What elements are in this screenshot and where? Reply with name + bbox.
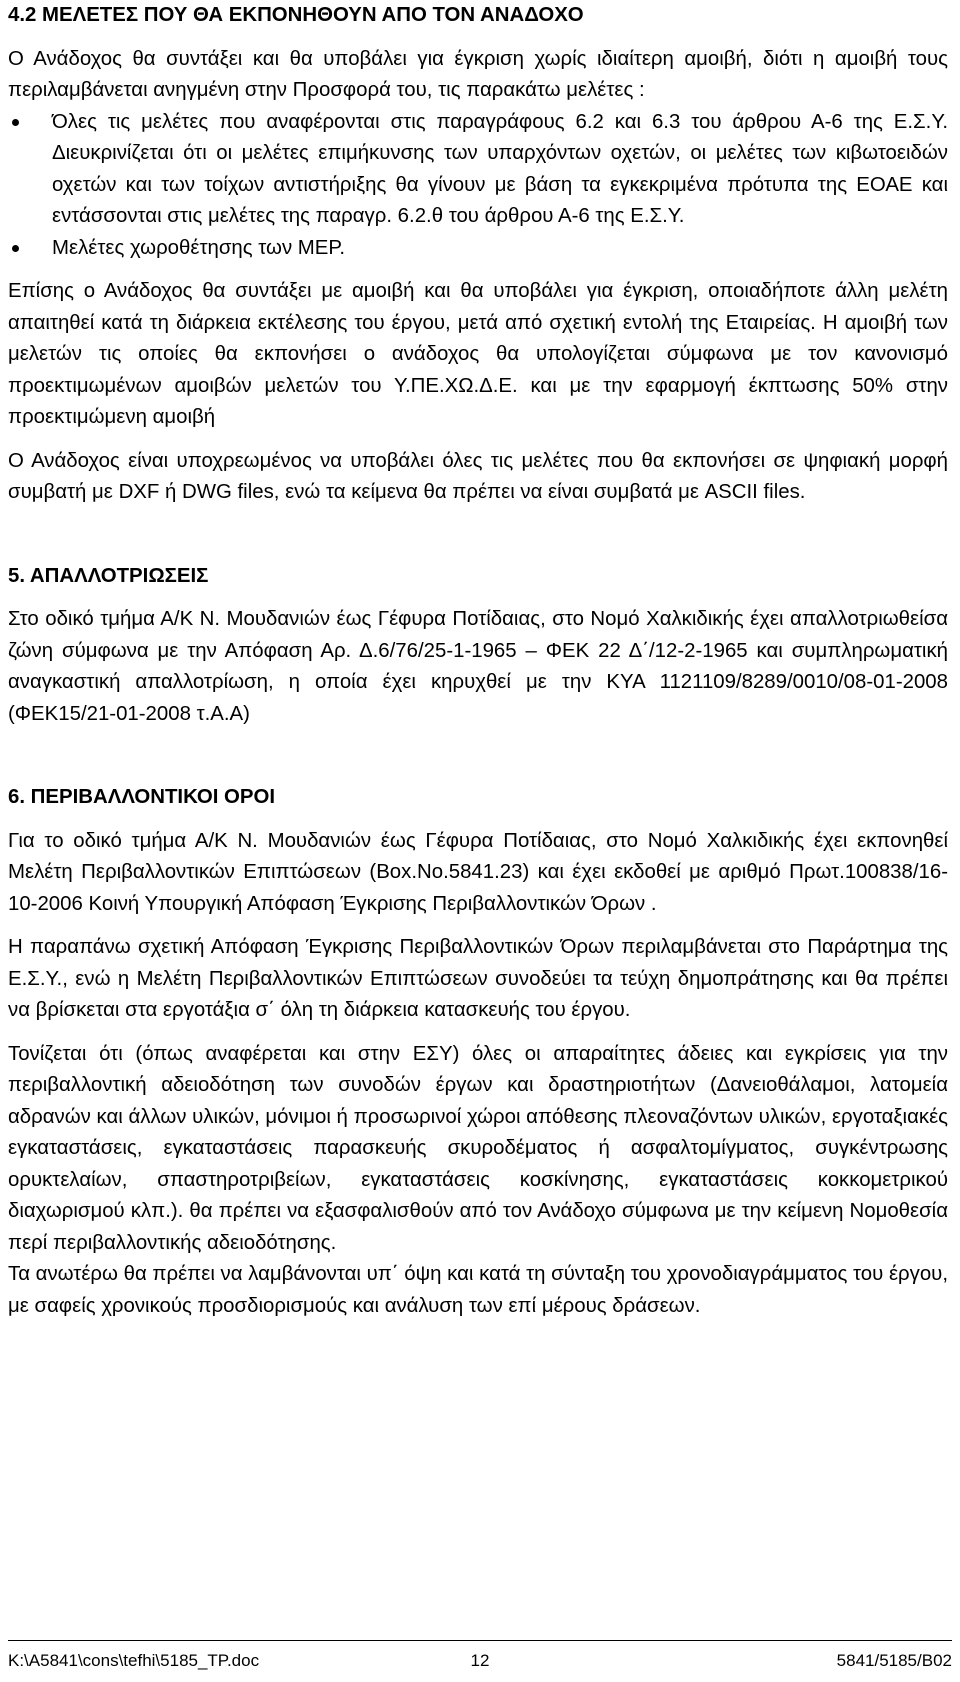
list-item [8, 107, 948, 233]
bullet-icon [10, 233, 20, 265]
section-heading-expropriations: 5. ΑΠΑΛΛΟΤΡΙΩΣΕΙΣ [8, 564, 209, 587]
section-heading-environmental: 6. ΠΕΡΙΒΑΛΛΟΝΤΙΚΟΙ ΟΡΟΙ [8, 786, 276, 808]
footer-page-number: 12 [470, 1651, 490, 1670]
expropriations-paragraph: Στο οδικό τμήμα Α/Κ Ν. Μουδανιών έως Γέφυρα Ποτίδαιας, στο Νομό Χαλκιδικής έχει απαλλοτριωθείσα ζώνη σύμφωνα με την Απόφαση Αρ. Δ.6/76/25-1-1965 – ΦΕΚ 22 Δ΄/12-2-1965 και συμπληρωματική αναγκαστική απαλλοτρίωση, η οποία έχει κηρυχθεί με την ΚΥΑ 1121109/8289/0010/08-01-2008 (ΦΕΚ15/21-01-2008 τ.Α.Α) [8, 608, 948, 725]
list-item-text: Μελέτες χωροθέτησης των ΜΕΡ. [52, 236, 346, 259]
environmental-paragraph-3: Τονίζεται ότι (όπως αναφέρεται και στην ΕΣΥ) όλες οι απαραίτητες άδειες και εγκρίσεις για την περιβαλλοντική αδειοδότηση των συνοδών έργων και δραστηριοτήτων (Δανειοθάλαμοι, λατομεία αδρανών και άλλων υλικών, μόνιμοι ή προσωρινοί χώροι απόθεσης πλεοναζόντων υλικών, εργοταξιακές εγκαταστάσεις, εγκαταστάσεις παρασκευής σκυροδέματος ή ασφαλτομίγματος, συγκέντρωσης ορυκτελαίων, σπαστηροτριβείων, εγκαταστάσεις κοσκίνησης, εγκαταστάσεις κοκκομετρικού διαχωρισμού κλπ.). θα πρέπει να εξασφαλισθούν από τον Ανάδοχο σύμφωνα με την κείμενη Νομοθεσία περί περιβαλλοντικής αδειοδότησης. [8, 1042, 948, 1254]
list-item-text: Όλες τις μελέτες που αναφέρονται στις παραγράφους 6.2 και 6.3 του άρθρου Α-6 της Ε.Σ.Υ. Διευκρινίζεται ότι οι μελέτες επιμήκυνσης των υπαρχόντων οχετών, οι μελέτες των κιβωτοειδών οχετών και των τοίχων αντιστήριξης θα γίνουν με βάση τα εγκεκριμένα πρότυπα της ΕΟΑΕ και εντάσσονται στις μελέτες της παραγρ. 6.2.θ του άρθρου Α-6 της Ε.Σ.Υ. [52, 110, 948, 227]
environmental-paragraph-2: Η παραπάνω σχετική Απόφαση Έγκρισης Περιβαλλοντικών Όρων περιλαμβάνεται στο Παράρτημα της Ε.Σ.Υ., ενώ η Μελέτη Περιβαλλοντικών Επιπτώσεων συνοδεύει τα τεύχη δημοπράτησης και θα πρέπει να βρίσκεται στα εργοτάξια σ΄ όλη τη διάρκεια κατασκευής του έργου. [8, 936, 948, 1021]
list-item [8, 233, 948, 265]
bullet-icon [10, 107, 20, 139]
environmental-paragraph-4: Τα ανωτέρω θα πρέπει να λαμβάνονται υπ΄ όψη και κατά τη σύνταξη του χρονοδιαγράμματος του έργου, με σαφείς χρονικούς προσδιορισμούς και ανάλυση των επί μέρους δράσεων. [8, 1263, 948, 1317]
studies-paragraph-3: Ο Ανάδοχος είναι υποχρεωμένος να υποβάλει όλες τις μελέτες που θα εκπονήσει σε ψηφιακή μορφή συμβατή με DXF ή DWG files, ενώ τα κείμενα θα πρέπει να είναι συμβατά με ASCII files. [8, 449, 948, 503]
studies-intro-paragraph: Ο Ανάδοχος θα συντάξει και θα υποβάλει για έγκριση χωρίς ιδιαίτερη αμοιβή, διότι η αμοιβή τους περιλαμβάνεται ανηγμένη στην Προσφορά του, τις παρακάτω μελέτες : [8, 47, 948, 101]
footer-file-path: K:\A5841\cons\tefhi\5185_TP.doc [8, 1651, 260, 1670]
section-heading-studies: 4.2 ΜΕΛΕΤΕΣ ΠΟΥ ΘΑ ΕΚΠΟΝΗΘΟΥΝ ΑΠΟ ΤΟΝ ΑΝΑΔΟΧΟ [8, 4, 584, 26]
environmental-paragraph-1: Για το οδικό τμήμα Α/Κ Ν. Μουδανιών έως Γέφυρα Ποτίδαιας, στο Νομό Χαλκιδικής έχει εκπονηθεί Μελέτη Περιβαλλοντικών Επιπτώσεων (Box.No.5841.23) και έχει εκδοθεί με αριθμό Πρωτ.100838/16-10-2006 Κοινή Υπουργική Απόφαση Έγκρισης Περιβαλλοντικών Όρων . [8, 829, 948, 915]
page-footer [8, 1640, 952, 1673]
studies-bullet-list [8, 107, 948, 265]
studies-paragraph-2: Επίσης ο Ανάδοχος θα συντάξει με αμοιβή και θα υποβάλει για έγκριση, οποιαδήποτε άλλη μελέτη απαιτηθεί κατά τη διάρκεια εκτέλεσης του έργου, μετά από σχετική εντολή της Εταιρείας. Η αμοιβή των μελετών τις οποίες θα εκπονήσει ο ανάδοχος θα υπολογίζεται σύμφωνα με τον κανονισμό προεκτιμωμένων αμοιβών μελετών του Υ.ΠΕ.ΧΩ.Δ.Ε. και με την εφαρμογή έκπτωσης 50% στην προεκτιμώμενη αμοιβή [8, 280, 948, 428]
document-page [8, 0, 948, 1322]
footer-doc-code: 5841/5185/Β02 [836, 1651, 952, 1670]
